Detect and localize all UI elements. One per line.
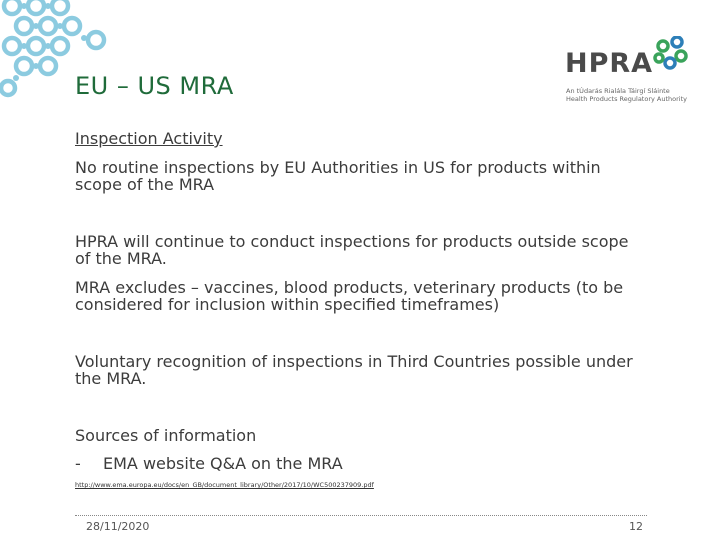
bullet-marker: -	[75, 454, 81, 473]
sources-heading: Sources of information	[75, 426, 257, 445]
footer-date: 28/11/2020	[86, 520, 150, 533]
logo-hexagon-mark-icon	[653, 36, 689, 72]
paragraph-hpra-inspections: HPRA will continue to conduct inspections for products outside scope of the MRA.	[75, 232, 629, 268]
logo-wordmark: HPRA	[565, 48, 654, 79]
paragraph-voluntary-recognition: Voluntary recognition of inspections in Third Countries possible under the MRA.	[75, 352, 633, 388]
section-heading: Inspection Activity	[75, 129, 223, 148]
hpra-logo	[565, 36, 695, 106]
footer-divider	[75, 515, 647, 516]
paragraph-routine-inspections: No routine inspections by EU Authorities in US for products within scope of the MRA	[75, 158, 601, 194]
bullet-text: EMA website Q&A on the MRA	[103, 454, 343, 473]
page-number: 12	[629, 520, 643, 533]
logo-irish-name: An tÚdarás Rialála Táirgí Sláinte	[566, 87, 670, 95]
paragraph-mra-exclusions: MRA excludes – vaccines, blood products, veterinary products (to be considered for inclusion within specified timeframes)	[75, 278, 624, 314]
logo-english-name: Health Products Regulatory Authority	[566, 95, 687, 103]
source-bullet	[75, 455, 645, 472]
ema-document-link[interactable]: http://www.ema.europa.eu/docs/en_GB/document_library/Other/2017/10/WC500237909.pdf	[75, 481, 374, 489]
slide-title: EU – US MRA	[75, 72, 234, 100]
